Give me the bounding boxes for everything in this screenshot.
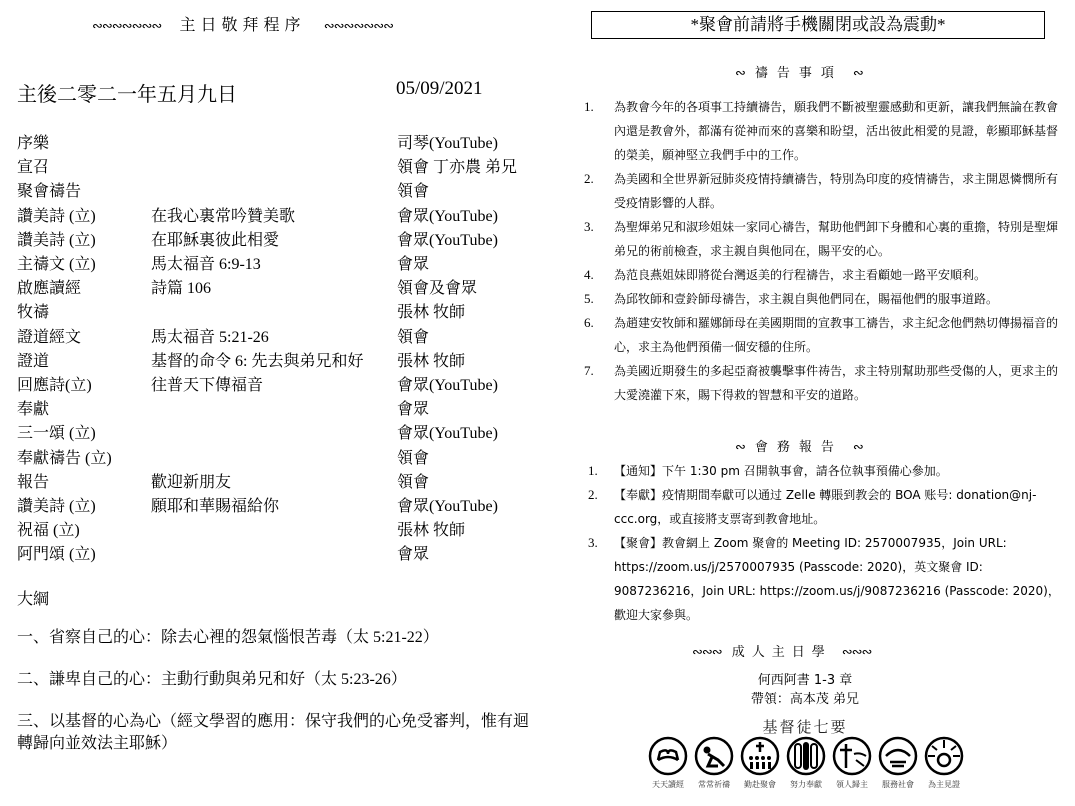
caption-serve-society: 服務社會 (882, 780, 914, 789)
program-item: 報告 (17, 473, 50, 491)
ornament-left: ∾∾∾∾∾∾∾ (92, 19, 162, 34)
program-item: 奉獻禱告 (立) (17, 449, 112, 467)
prayer-item: 3. 為聖煇弟兄和淑珍姐妹一家同心禱告，幫助他們卸下身體和心裏的重擔，特別是聖煇弟兄的術前檢查，求主親自與他同在，賜平安的心。 (584, 219, 1059, 258)
offering-icon (786, 736, 826, 776)
outline-point-1: 一、省察自己的心：除去心裡的怨氣惱恨苦毒（太 5:21-22） (17, 629, 439, 646)
program-item: 祝福 (立) (17, 522, 80, 540)
prayer-list (582, 95, 1062, 407)
sunday-school-leader: 帶領：高本茂 弟兄 (750, 692, 860, 707)
caption-lead-to-lord: 領人歸主 (836, 780, 868, 789)
program-leader: 會眾 (397, 401, 430, 419)
outline-title: 大綱 (17, 591, 50, 608)
caption-prayer: 常常祈禱 (698, 780, 730, 789)
program-leader: 司琴(YouTube) (397, 135, 498, 152)
sunday-school-ornament-left: ∾∾∾ (692, 645, 722, 660)
program-leader: 領會 (397, 328, 430, 346)
serve-society-icon (878, 736, 918, 776)
prayer-ornament-left: ∾ (735, 66, 745, 81)
attend-meeting-icon (740, 736, 780, 776)
sunday-school-book: 何西阿書 1-3 章 (757, 673, 853, 688)
bible-reading-icon (648, 736, 688, 776)
program-content: 馬太福音 5:21-26 (151, 328, 269, 346)
prayer-item: 6. 為趙建安牧師和羅娜師母在美國期間的宣教事工禱告，求主紀念他們熱切傳揚福音的心，求主為他們預備一個安穩的住所。 (584, 315, 1059, 354)
announcements-header (735, 436, 863, 456)
announcements-list (582, 459, 1062, 627)
program-content: 基督的命令 6: 先去與弟兄和好 (151, 352, 364, 370)
date-chinese: 主後二零二一年五月九日 (17, 84, 237, 106)
program-item: 聚會禱告 (17, 183, 82, 201)
program-leader: 張林 牧師 (397, 522, 466, 540)
program-leader: 領會 (397, 449, 430, 467)
prayer-item: 7. 為美國近期發生的多起亞裔被襲擊事件祷告，求主特別幫助那些受傷的人，更求主的大愛澆灌下來，賜下得救的智慧和平安的道路。 (584, 363, 1059, 402)
program-content: 馬太福音 6:9-13 (151, 256, 261, 273)
program-item: 奉獻 (17, 401, 50, 419)
seven-essentials-icons (648, 736, 970, 776)
announcement-item: 2. 【奉獻】疫情期間奉獻可以通过 Zelle 轉賬到教会的 BOA 账号: donation@nj-ccc.org，或直接將支票寄到教會地址。 (588, 487, 1037, 526)
program-leader: 會眾 (397, 256, 430, 273)
prayer-item: 1. 為教會今年的各項事工持續禱告，願我們不斷被聖靈感動和更新，讓我們無論在教會內還是教會外，都滿有從神而來的喜樂和盼望，活出彼此相愛的見證，彰顯耶穌基督的榮美，願神堅立我們手中的工作。 (584, 99, 1059, 162)
program-content: 詩篇 106 (151, 280, 212, 298)
witness-icon (924, 736, 964, 776)
program-item: 阿門頌 (立) (17, 546, 96, 564)
announcements-ornament-left: ∾ (735, 440, 745, 455)
caption-witness: 為主見證 (928, 780, 960, 789)
prayer-item: 4. 為范良燕姐妹即將從台灣返美的行程禱告，求主看顧她一路平安順利。 (584, 267, 987, 282)
order-of-worship-title: 主日敬拜程序 (179, 15, 306, 34)
program-leader: 會眾(YouTube) (397, 207, 498, 225)
caption-offering: 努力奉獻 (790, 780, 822, 789)
prayer-header (735, 62, 863, 82)
program-item: 讚美詩 (立) (17, 498, 96, 515)
program-leader: 會眾 (397, 546, 430, 564)
sunday-school-title: 成人主日學 (731, 645, 832, 660)
outline-point-3: 三、以基督的心為心（經文學習的應用：保守我們的心免受審判，惟有迴轉歸向並效法主耶穌） (17, 713, 530, 752)
prayer-title: 禱告事項 (754, 66, 843, 81)
sunday-school-ornament-right: ∾∾∾ (841, 645, 872, 660)
seven-essentials-captions (648, 779, 970, 793)
program-item: 三一頌 (立) (17, 425, 96, 443)
caption-attend-meeting: 勤赴聚會 (744, 780, 776, 789)
sunday-school-header (692, 641, 871, 661)
program-leader: 會眾(YouTube) (397, 231, 498, 249)
program-leader: 領會 (397, 183, 430, 201)
program-leader: 會眾(YouTube) (397, 377, 498, 394)
announcements-title: 會務報告 (754, 440, 843, 455)
seven-essentials-title: 基督徒七要 (762, 718, 848, 736)
program-leader: 領會 丁亦農 弟兄 (397, 159, 518, 177)
outline-point-2: 二、謙卑自己的心：主動行動與弟兄和好（太 5:23-26） (17, 671, 407, 688)
prayer-item: 5. 為邱牧師和壹鈴師母禱告，求主親自與他們同在，賜福他們的服事道路。 (584, 291, 999, 306)
program-leader: 會眾(YouTube) (397, 498, 498, 515)
program-content: 歡迎新朋友 (151, 473, 232, 491)
program-item: 宣召 (17, 159, 50, 177)
program-item: 啟應讀經 (17, 280, 82, 298)
announcement-item: 3. 【聚會】教會網上 Zoom 聚會的 Meeting ID: 2570007935，Join URL: https://zoom.us/j/2570007935 (Passcode: 2020)，英文聚會 ID: 9087236216，Join URL: https://zoom.us/j/9087236216 (Passcode: 2020)，歡迎大家參與。 (588, 535, 1060, 622)
program-item: 回應詩(立) (17, 377, 92, 394)
program-item: 主禱文 (立) (17, 256, 96, 273)
phone-notice: *聚會前請將手機關閉或設為震動* (591, 11, 1045, 39)
program-leader: 會眾(YouTube) (397, 425, 498, 443)
announcement-item: 1. 【通知】下午 1:30 pm 召開執事會，請各位執事預備心參加。 (588, 463, 948, 478)
program-leader: 領會及會眾 (397, 280, 478, 298)
program-leader: 領會 (397, 473, 430, 491)
ornament-right: ∾∾∾∾∾∾∾ (323, 19, 394, 34)
program-content: 在耶穌裏彼此相愛 (151, 231, 280, 249)
announcements-ornament-right: ∾ (852, 440, 863, 455)
program-item: 證道經文 (17, 328, 82, 346)
program-item: 讚美詩 (立) (17, 231, 96, 249)
prayer-item: 2. 為美國和全世界新冠肺炎疫情持續禱告，特別為印度的疫情禱告，求主開恩憐憫所有受疫情影響的人群。 (584, 171, 1059, 210)
order-of-worship-header (92, 12, 393, 35)
program-item: 證道 (17, 352, 50, 370)
lead-to-lord-icon (832, 736, 872, 776)
date-numeric: 05/09/2021 (396, 78, 483, 99)
program-item: 讚美詩 (立) (17, 207, 96, 225)
caption-bible-reading: 天天讀經 (652, 780, 684, 789)
program-content: 往普天下傳福音 (151, 377, 264, 394)
program-item: 牧禱 (17, 304, 50, 322)
program-item: 序樂 (17, 135, 50, 152)
program-content: 在我心裏常吟贊美歌 (151, 207, 296, 225)
prayer-icon (694, 736, 734, 776)
prayer-ornament-right: ∾ (852, 66, 863, 81)
program-content: 願耶和華賜福給你 (151, 498, 280, 515)
program-leader: 張林 牧師 (397, 304, 466, 322)
program-leader: 張林 牧師 (397, 352, 466, 370)
